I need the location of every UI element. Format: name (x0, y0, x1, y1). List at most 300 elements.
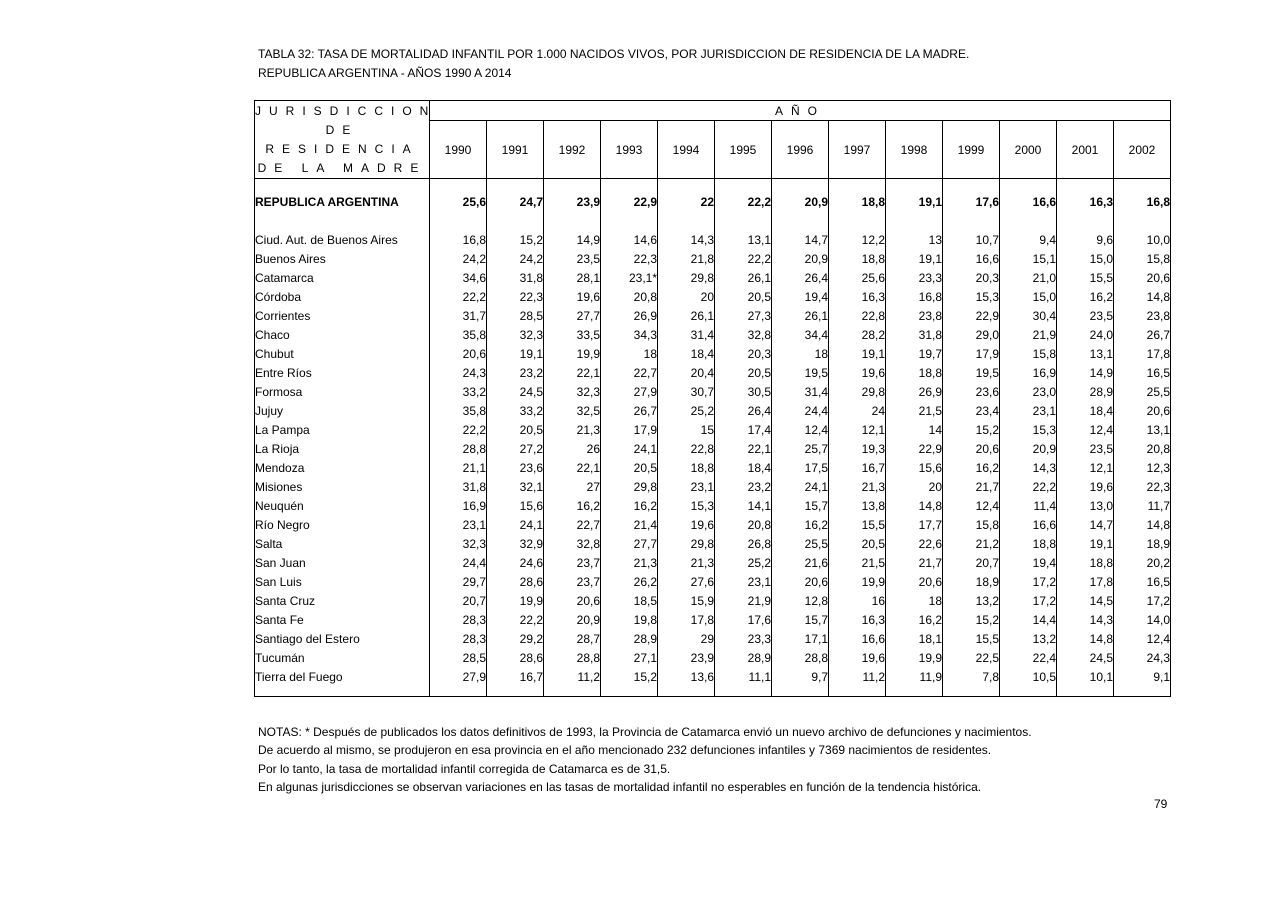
spacer-cell (487, 179, 544, 188)
rate-cell-1997: 19,6 (829, 648, 886, 667)
jurisdiction-name: Salta (255, 534, 430, 553)
rate-cell-2000: 11,4 (1000, 496, 1057, 515)
rate-cell-1990: 24,2 (430, 249, 487, 268)
rate-cell-2001: 23,5 (1057, 306, 1114, 325)
rate-cell-1991: 24,1 (487, 515, 544, 534)
rate-cell-2001: 14,7 (1057, 515, 1114, 534)
spacer-cell (943, 686, 1000, 697)
rate-cell-2002: 20,6 (1114, 268, 1171, 287)
rate-cell-1993: 16,2 (601, 496, 658, 515)
rate-cell-1999: 16,6 (943, 249, 1000, 268)
spacer-cell (601, 686, 658, 697)
rate-cell-1995: 20,8 (715, 515, 772, 534)
rate-cell-2001: 14,3 (1057, 610, 1114, 629)
rate-cell-2002: 11,7 (1114, 496, 1171, 515)
rate-cell-2002: 16,8 (1114, 187, 1171, 216)
rate-cell-2001: 15,0 (1057, 249, 1114, 268)
year-header-1995: 1995 (715, 121, 772, 179)
rate-cell-1991: 33,2 (487, 401, 544, 420)
rate-cell-2000: 9,4 (1000, 230, 1057, 249)
rate-cell-1997: 19,9 (829, 572, 886, 591)
rate-cell-1998: 20 (886, 477, 943, 496)
rate-cell-1990: 24,3 (430, 363, 487, 382)
jurisdiction-name: San Juan (255, 553, 430, 572)
rate-cell-1993: 23,1* (601, 268, 658, 287)
rate-cell-2000: 15,0 (1000, 287, 1057, 306)
rate-cell-1993: 22,3 (601, 249, 658, 268)
rate-cell-2002: 14,8 (1114, 287, 1171, 306)
table-row (255, 477, 1171, 496)
table-row (255, 420, 1171, 439)
rate-cell-1999: 20,6 (943, 439, 1000, 458)
rate-cell-2002: 13,1 (1114, 420, 1171, 439)
note-line: En algunas jurisdicciones se observan variaciones en las tasas de mortalidad infantil no esperables en función de la tendencia histórica. (258, 779, 982, 794)
rate-cell-1993: 19,8 (601, 610, 658, 629)
rate-cell-1991: 32,9 (487, 534, 544, 553)
rate-cell-1995: 20,5 (715, 363, 772, 382)
rate-cell-1999: 22,9 (943, 306, 1000, 325)
rate-cell-1995: 13,1 (715, 230, 772, 249)
rate-cell-1998: 18,1 (886, 629, 943, 648)
rate-cell-2001: 18,4 (1057, 401, 1114, 420)
rate-cell-1996: 16,2 (772, 515, 829, 534)
rate-cell-1996: 31,4 (772, 382, 829, 401)
year-header-1992: 1992 (544, 121, 601, 179)
spacer-row (255, 179, 1171, 188)
rate-cell-1996: 12,4 (772, 420, 829, 439)
spacer-cell (943, 216, 1000, 230)
rate-cell-1991: 28,6 (487, 572, 544, 591)
rate-cell-1994: 29 (658, 629, 715, 648)
rate-cell-1997: 16 (829, 591, 886, 610)
rate-cell-1992: 23,5 (544, 249, 601, 268)
rate-cell-2001: 14,9 (1057, 363, 1114, 382)
rate-cell-1995: 22,2 (715, 249, 772, 268)
rate-cell-1991: 24,6 (487, 553, 544, 572)
rate-cell-1994: 29,8 (658, 534, 715, 553)
rate-cell-1992: 28,1 (544, 268, 601, 287)
rate-cell-1996: 34,4 (772, 325, 829, 344)
rate-cell-1992: 27 (544, 477, 601, 496)
rate-cell-1998: 18 (886, 591, 943, 610)
rate-cell-2001: 24,0 (1057, 325, 1114, 344)
rate-cell-1997: 22,8 (829, 306, 886, 325)
table-row (255, 325, 1171, 344)
jurisdiction-name: Jujuy (255, 401, 430, 420)
rate-cell-1990: 21,1 (430, 458, 487, 477)
rate-cell-1995: 23,3 (715, 629, 772, 648)
rate-cell-2000: 21,9 (1000, 325, 1057, 344)
rate-cell-1990: 28,3 (430, 629, 487, 648)
rate-cell-1990: 28,8 (430, 439, 487, 458)
spacer-cell (658, 216, 715, 230)
rate-cell-2000: 16,6 (1000, 515, 1057, 534)
table-row (255, 458, 1171, 477)
rate-cell-1994: 21,8 (658, 249, 715, 268)
rate-cell-2000: 15,1 (1000, 249, 1057, 268)
rate-cell-1991: 23,2 (487, 363, 544, 382)
spacer-cell (772, 216, 829, 230)
rate-cell-2000: 13,2 (1000, 629, 1057, 648)
rate-cell-2002: 16,5 (1114, 363, 1171, 382)
rate-cell-2001: 18,8 (1057, 553, 1114, 572)
rate-cell-1990: 31,7 (430, 306, 487, 325)
year-header-1996: 1996 (772, 121, 829, 179)
spacer-cell (829, 179, 886, 188)
rate-cell-1990: 23,1 (430, 515, 487, 534)
rate-cell-1992: 23,7 (544, 553, 601, 572)
rate-cell-1994: 30,7 (658, 382, 715, 401)
rate-cell-1998: 14,8 (886, 496, 943, 515)
spacer-cell (255, 686, 430, 697)
rate-cell-2001: 16,2 (1057, 287, 1114, 306)
rate-cell-1990: 22,2 (430, 420, 487, 439)
rate-cell-1993: 18,5 (601, 591, 658, 610)
spacer-cell (430, 686, 487, 697)
rate-cell-2001: 24,5 (1057, 648, 1114, 667)
rate-cell-2001: 15,5 (1057, 268, 1114, 287)
rate-cell-1992: 23,7 (544, 572, 601, 591)
rate-cell-2001: 28,9 (1057, 382, 1114, 401)
rate-cell-1997: 19,1 (829, 344, 886, 363)
rate-cell-1997: 19,6 (829, 363, 886, 382)
jurisdiction-name: Chubut (255, 344, 430, 363)
rate-cell-1994: 23,9 (658, 648, 715, 667)
rate-cell-2001: 23,5 (1057, 439, 1114, 458)
jurisdiction-name: Catamarca (255, 268, 430, 287)
rate-cell-1994: 22 (658, 187, 715, 216)
rate-cell-1999: 17,9 (943, 344, 1000, 363)
rate-cell-1993: 27,9 (601, 382, 658, 401)
rate-cell-2002: 20,6 (1114, 401, 1171, 420)
rate-cell-1996: 24,1 (772, 477, 829, 496)
spacer-cell (1114, 686, 1171, 697)
rate-cell-2000: 22,2 (1000, 477, 1057, 496)
rate-cell-1992: 32,8 (544, 534, 601, 553)
rate-cell-1998: 19,1 (886, 187, 943, 216)
rate-cell-1999: 15,2 (943, 420, 1000, 439)
rate-cell-1998: 17,7 (886, 515, 943, 534)
table-row (255, 515, 1171, 534)
year-header-1993: 1993 (601, 121, 658, 179)
rate-cell-1997: 12,2 (829, 230, 886, 249)
rate-cell-2002: 17,2 (1114, 591, 1171, 610)
rate-cell-1994: 29,8 (658, 268, 715, 287)
spacer-cell (544, 686, 601, 697)
rate-cell-1999: 23,4 (943, 401, 1000, 420)
rate-cell-1992: 32,3 (544, 382, 601, 401)
rate-cell-1999: 15,5 (943, 629, 1000, 648)
rate-cell-2002: 20,2 (1114, 553, 1171, 572)
rate-cell-1991: 28,6 (487, 648, 544, 667)
rate-cell-1995: 20,5 (715, 287, 772, 306)
rate-cell-1994: 15 (658, 420, 715, 439)
jurisdiction-name: Ciud. Aut. de Buenos Aires (255, 230, 430, 249)
rate-cell-1995: 32,8 (715, 325, 772, 344)
table-row (255, 629, 1171, 648)
rate-cell-1997: 16,7 (829, 458, 886, 477)
rate-cell-2002: 10,0 (1114, 230, 1171, 249)
spacer-cell (1114, 179, 1171, 188)
table-title: TABLA 32: TASA DE MORTALIDAD INFANTIL POR 1.000 NACIDOS VIVOS, POR JURISDICCION DE RESIDENCIA DE LA MADRE. (258, 47, 970, 61)
rate-cell-1991: 23,6 (487, 458, 544, 477)
year-group-header: AÑO (430, 101, 1171, 121)
rate-cell-1993: 27,1 (601, 648, 658, 667)
rate-cell-1999: 7,8 (943, 667, 1000, 686)
jurisdiction-name: La Rioja (255, 439, 430, 458)
rate-cell-1995: 11,1 (715, 667, 772, 686)
rate-cell-1993: 20,8 (601, 287, 658, 306)
rate-cell-1996: 9,7 (772, 667, 829, 686)
rate-cell-1998: 13 (886, 230, 943, 249)
rate-cell-1994: 13,6 (658, 667, 715, 686)
spacer-cell (487, 216, 544, 230)
jurisdiction-header (255, 101, 437, 179)
table-row (255, 382, 1171, 401)
spacer-cell (886, 686, 943, 697)
rate-cell-1993: 29,8 (601, 477, 658, 496)
rate-cell-1996: 17,5 (772, 458, 829, 477)
rate-cell-2002: 25,5 (1114, 382, 1171, 401)
rate-cell-1999: 23,6 (943, 382, 1000, 401)
rate-cell-1995: 23,2 (715, 477, 772, 496)
rate-cell-1992: 14,9 (544, 230, 601, 249)
rate-cell-1992: 22,7 (544, 515, 601, 534)
table-row (255, 572, 1171, 591)
rate-cell-1994: 17,8 (658, 610, 715, 629)
rate-cell-1993: 21,3 (601, 553, 658, 572)
rate-cell-1991: 29,2 (487, 629, 544, 648)
rate-cell-1994: 18,4 (658, 344, 715, 363)
rate-cell-1999: 19,5 (943, 363, 1000, 382)
rate-cell-1999: 21,7 (943, 477, 1000, 496)
rate-cell-1992: 19,9 (544, 344, 601, 363)
rate-cell-2001: 13,0 (1057, 496, 1114, 515)
rate-cell-1990: 34,6 (430, 268, 487, 287)
rate-cell-2002: 12,4 (1114, 629, 1171, 648)
rate-cell-1990: 31,8 (430, 477, 487, 496)
rate-cell-1993: 21,4 (601, 515, 658, 534)
rate-cell-1992: 27,7 (544, 306, 601, 325)
rate-cell-1996: 15,7 (772, 610, 829, 629)
table-body (255, 179, 1171, 697)
rate-cell-2001: 14,5 (1057, 591, 1114, 610)
rate-cell-1998: 19,1 (886, 249, 943, 268)
spacer-row (255, 216, 1171, 230)
rate-cell-1990: 28,5 (430, 648, 487, 667)
rate-cell-2001: 19,1 (1057, 534, 1114, 553)
rate-cell-1995: 28,9 (715, 648, 772, 667)
rate-cell-1991: 15,2 (487, 230, 544, 249)
spacer-cell (886, 179, 943, 188)
rate-cell-1999: 15,8 (943, 515, 1000, 534)
rate-cell-1997: 16,3 (829, 287, 886, 306)
rate-cell-1994: 20,4 (658, 363, 715, 382)
rate-cell-1992: 28,7 (544, 629, 601, 648)
rate-cell-2001: 19,6 (1057, 477, 1114, 496)
rate-cell-1998: 16,8 (886, 287, 943, 306)
rate-cell-1996: 18 (772, 344, 829, 363)
rate-cell-2000: 14,3 (1000, 458, 1057, 477)
rate-cell-1992: 20,9 (544, 610, 601, 629)
rate-cell-1995: 26,4 (715, 401, 772, 420)
jurisdiction-header-line: DE RESIDENCIA (265, 122, 419, 156)
rate-cell-1992: 11,2 (544, 667, 601, 686)
rate-cell-1998: 22,9 (886, 439, 943, 458)
rate-cell-2001: 16,3 (1057, 187, 1114, 216)
spacer-cell (943, 179, 1000, 188)
spacer-cell (255, 179, 430, 188)
rate-cell-1998: 19,9 (886, 648, 943, 667)
rate-cell-2002: 14,8 (1114, 515, 1171, 534)
rate-cell-2001: 10,1 (1057, 667, 1114, 686)
rate-cell-1993: 14,6 (601, 230, 658, 249)
jurisdiction-name: Chaco (255, 325, 430, 344)
rate-cell-1999: 29,0 (943, 325, 1000, 344)
rate-cell-1992: 28,8 (544, 648, 601, 667)
rate-cell-1992: 20,6 (544, 591, 601, 610)
page-number: 79 (1154, 797, 1168, 811)
total-row (255, 187, 1171, 216)
rate-cell-1998: 20,6 (886, 572, 943, 591)
rate-cell-1996: 20,9 (772, 187, 829, 216)
rate-cell-1997: 13,8 (829, 496, 886, 515)
rate-cell-1997: 16,6 (829, 629, 886, 648)
rate-cell-1997: 12,1 (829, 420, 886, 439)
rate-cell-1993: 26,2 (601, 572, 658, 591)
rate-cell-1997: 20,5 (829, 534, 886, 553)
rate-cell-1991: 20,5 (487, 420, 544, 439)
jurisdiction-name: Santiago del Estero (255, 629, 430, 648)
rate-cell-1999: 12,4 (943, 496, 1000, 515)
rate-cell-1998: 23,3 (886, 268, 943, 287)
rate-cell-1999: 18,9 (943, 572, 1000, 591)
spacer-cell (544, 216, 601, 230)
jurisdiction-name: Mendoza (255, 458, 430, 477)
year-header-1994: 1994 (658, 121, 715, 179)
rate-cell-2002: 22,3 (1114, 477, 1171, 496)
rate-cell-2001: 12,4 (1057, 420, 1114, 439)
spacer-cell (715, 216, 772, 230)
rate-cell-1995: 22,2 (715, 187, 772, 216)
note-line: De acuerdo al mismo, se produjeron en esa provincia en el año mencionado 232 defunciones infantiles y 7369 nacimientos de residentes. (258, 743, 992, 758)
rate-cell-1997: 18,8 (829, 187, 886, 216)
jurisdiction-name: Córdoba (255, 287, 430, 306)
rate-cell-2000: 23,0 (1000, 382, 1057, 401)
rate-cell-1994: 18,8 (658, 458, 715, 477)
spacer-cell (1057, 179, 1114, 188)
rate-cell-1991: 22,2 (487, 610, 544, 629)
table-row (255, 667, 1171, 686)
rate-cell-1993: 18 (601, 344, 658, 363)
rate-cell-1999: 15,2 (943, 610, 1000, 629)
rate-cell-1991: 24,7 (487, 187, 544, 216)
rate-cell-1995: 23,1 (715, 572, 772, 591)
jurisdiction-name: Formosa (255, 382, 430, 401)
rate-cell-2001: 14,8 (1057, 629, 1114, 648)
spacer-cell (1000, 216, 1057, 230)
rate-cell-2002: 16,5 (1114, 572, 1171, 591)
table-row (255, 534, 1171, 553)
rate-cell-2002: 26,7 (1114, 325, 1171, 344)
rate-cell-1996: 19,5 (772, 363, 829, 382)
spacer-cell (1057, 686, 1114, 697)
table-row (255, 553, 1171, 572)
spacer-cell (430, 179, 487, 188)
year-header-1990: 1990 (430, 121, 487, 179)
rate-cell-1996: 24,4 (772, 401, 829, 420)
rate-cell-1995: 17,6 (715, 610, 772, 629)
spacer-cell (487, 686, 544, 697)
rate-cell-1990: 35,8 (430, 325, 487, 344)
year-header-2000: 2000 (1000, 121, 1057, 179)
rate-cell-1990: 35,8 (430, 401, 487, 420)
rate-cell-1992: 22,1 (544, 458, 601, 477)
rate-cell-2002: 9,1 (1114, 667, 1171, 686)
jurisdiction-name: La Pampa (255, 420, 430, 439)
rate-cell-1992: 26 (544, 439, 601, 458)
rate-cell-1991: 19,1 (487, 344, 544, 363)
rate-cell-1995: 14,1 (715, 496, 772, 515)
table-row (255, 496, 1171, 515)
rate-cell-1997: 15,5 (829, 515, 886, 534)
rate-cell-1990: 20,7 (430, 591, 487, 610)
rate-cell-1990: 16,9 (430, 496, 487, 515)
rate-cell-1996: 20,6 (772, 572, 829, 591)
rate-cell-2000: 22,4 (1000, 648, 1057, 667)
rate-cell-1997: 16,3 (829, 610, 886, 629)
rate-cell-1997: 21,3 (829, 477, 886, 496)
rate-cell-1994: 15,9 (658, 591, 715, 610)
rate-cell-1998: 21,5 (886, 401, 943, 420)
jurisdiction-name: Tucumán (255, 648, 430, 667)
rate-cell-1999: 16,2 (943, 458, 1000, 477)
rate-cell-1996: 26,4 (772, 268, 829, 287)
rate-cell-1991: 19,9 (487, 591, 544, 610)
spacer-cell (829, 216, 886, 230)
rate-cell-1997: 11,2 (829, 667, 886, 686)
rate-cell-1990: 20,6 (430, 344, 487, 363)
rate-cell-1992: 33,5 (544, 325, 601, 344)
rate-cell-2000: 23,1 (1000, 401, 1057, 420)
rate-cell-2001: 17,8 (1057, 572, 1114, 591)
rate-cell-1994: 21,3 (658, 553, 715, 572)
year-header-1999: 1999 (943, 121, 1000, 179)
rate-cell-2000: 10,5 (1000, 667, 1057, 686)
rate-cell-2000: 20,9 (1000, 439, 1057, 458)
table-row (255, 344, 1171, 363)
rate-cell-1993: 15,2 (601, 667, 658, 686)
rate-cell-1998: 15,6 (886, 458, 943, 477)
rate-cell-1990: 25,6 (430, 187, 487, 216)
note-line: NOTAS: * Después de publicados los datos definitivos de 1993, la Provincia de Catamarca envió un nuevo archivo de defunciones y nacimientos. (258, 725, 1032, 739)
rate-cell-1997: 21,5 (829, 553, 886, 572)
rate-cell-1998: 21,7 (886, 553, 943, 572)
note-line: Por lo tanto, la tasa de mortalidad infantil corregida de Catamarca es de 31,5. (258, 761, 671, 776)
spacer-cell (658, 686, 715, 697)
rate-cell-2000: 17,2 (1000, 572, 1057, 591)
jurisdiction-name: Santa Fe (255, 610, 430, 629)
rate-cell-1997: 18,8 (829, 249, 886, 268)
spacer-cell (601, 179, 658, 188)
rate-cell-1994: 31,4 (658, 325, 715, 344)
rate-cell-2000: 14,4 (1000, 610, 1057, 629)
rate-cell-1991: 32,3 (487, 325, 544, 344)
rate-cell-1997: 19,3 (829, 439, 886, 458)
rate-cell-1993: 27,7 (601, 534, 658, 553)
rate-cell-1994: 20 (658, 287, 715, 306)
rate-cell-2000: 16,6 (1000, 187, 1057, 216)
